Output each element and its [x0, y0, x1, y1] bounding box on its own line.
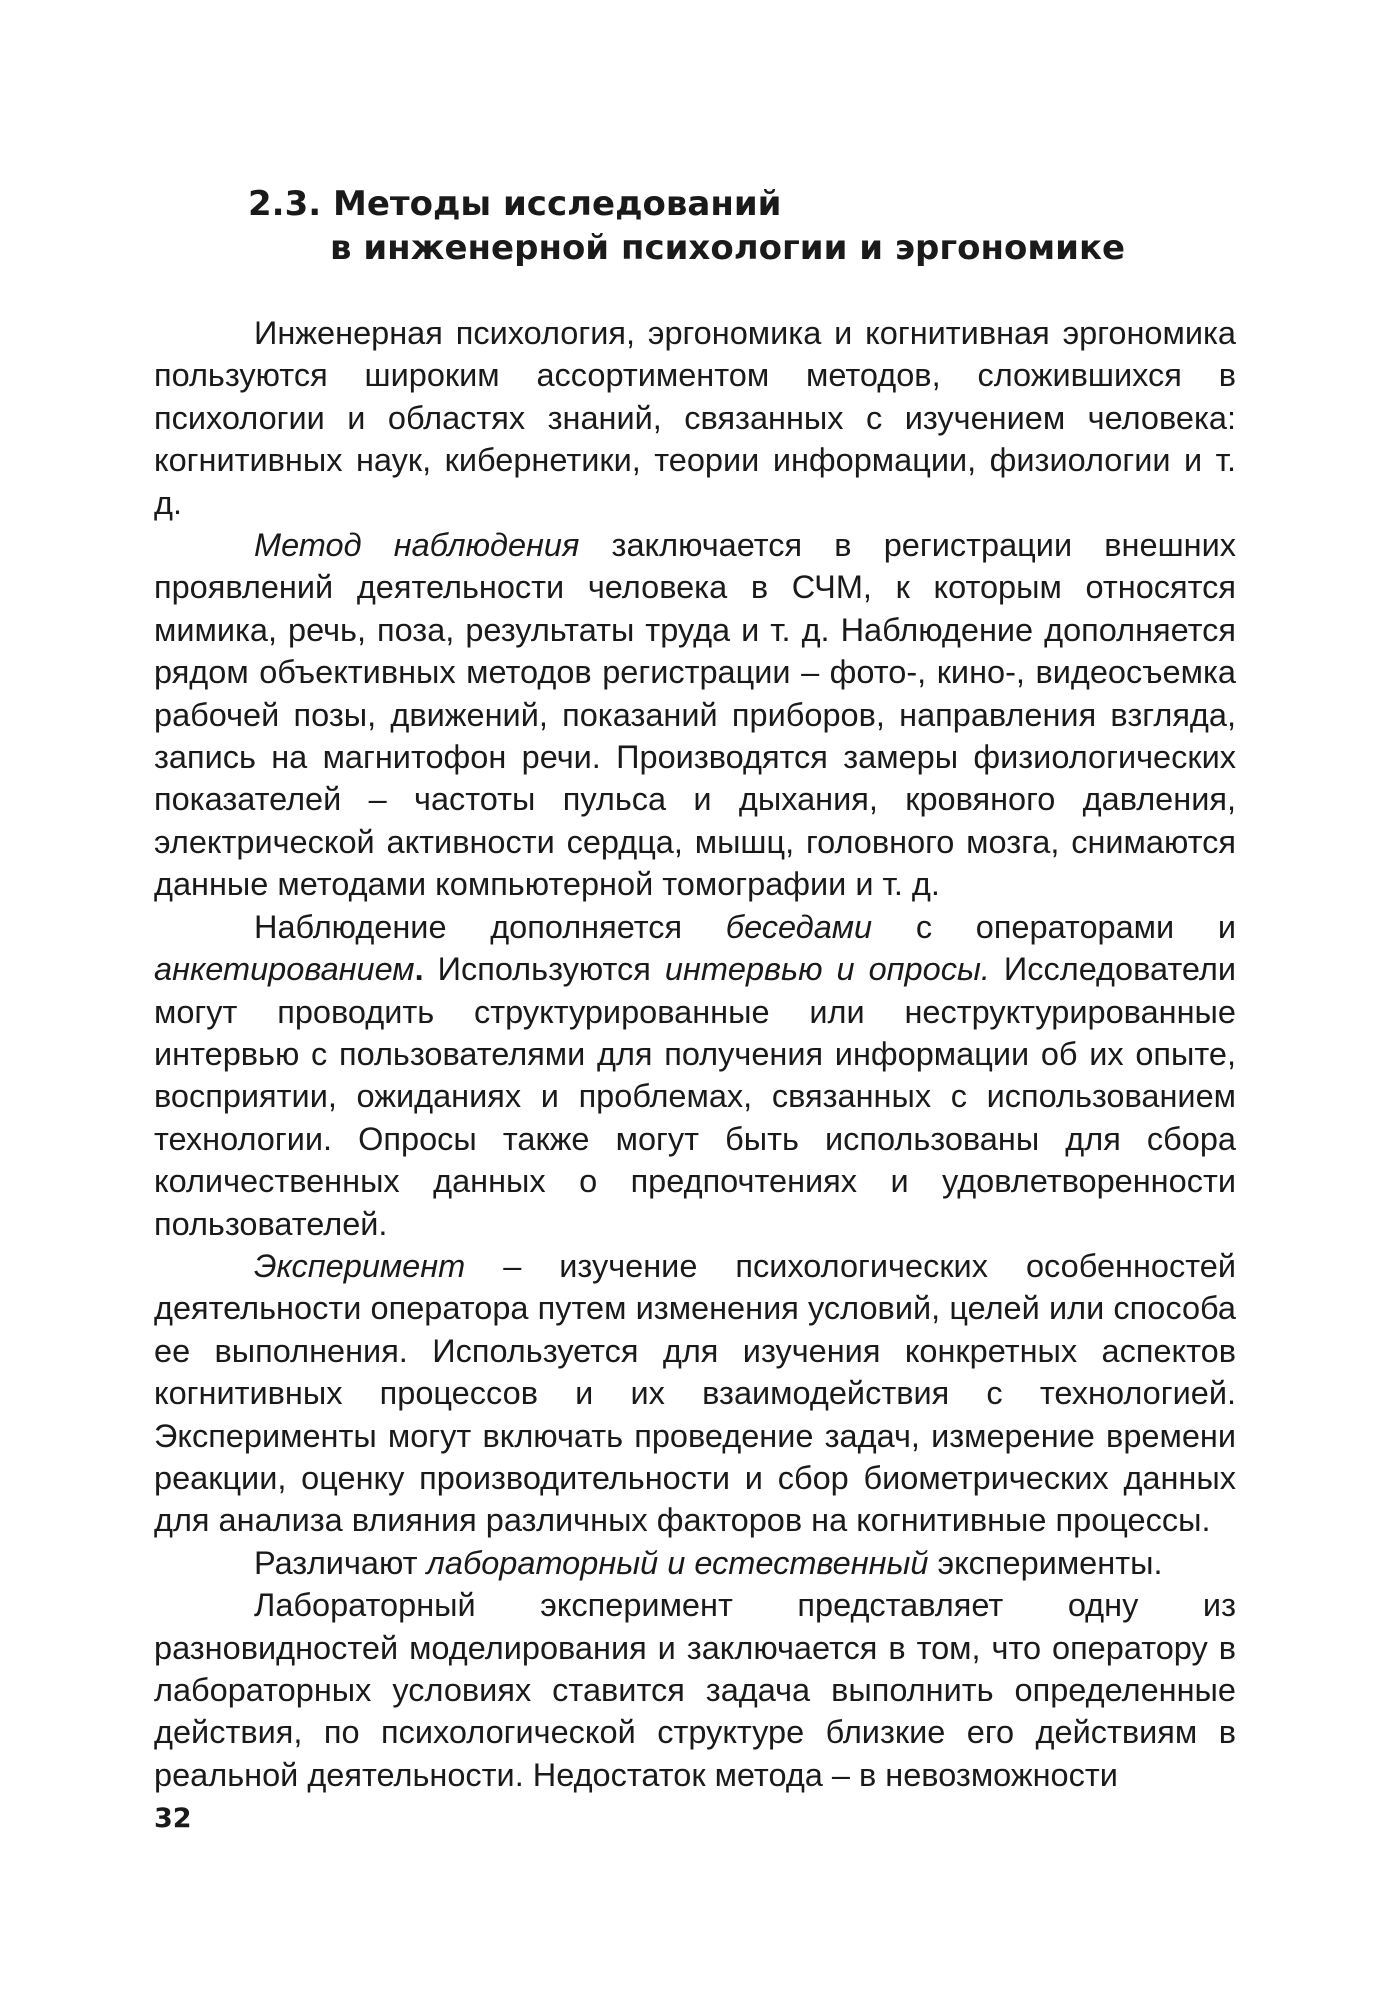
term-conversations: беседами	[725, 908, 873, 945]
section-heading-line-1: 2.3. Методы исследований	[248, 184, 782, 224]
paragraph-experiment-text: – изучение психологических особенностей деятельности оператора путем изменения условий, целей или способа ее выполнения. Используется для изучения конкретных аспектов когнитивных процессов и их взаимодействия с технологией. Эксперименты могут включать проведение задач, измерение времени реакции, оценку производительности и сбор биометрических данных для анализа влияния различных факторов на когнитивные процессы.	[154, 1247, 1236, 1539]
paragraph-experiment-types-text-2: эксперименты.	[928, 1544, 1163, 1581]
paragraph-experiment	[154, 1245, 1236, 1542]
paragraph-lab-experiment: Лабораторный эксперимент представляет одну из разновидностей моделирования и заключается в том, что оператору в лабораторных условиях ставится задача выполнить определенные действия, по психологической структуре близкие его действиям в реальной деятельности. Недостаток метода – в невозможности	[154, 1587, 1236, 1793]
term-experiment: Эксперимент	[254, 1247, 466, 1284]
paragraph-interviews-text-2: с операторами и	[872, 908, 1237, 945]
paragraph-interviews	[154, 906, 1236, 1245]
term-questionnaires: анкетированием	[154, 951, 415, 988]
paragraph-interviews-text-1: Наблюдение дополняется	[254, 908, 726, 945]
term-lab-natural: лабораторный и естественный	[426, 1544, 929, 1581]
term-observation-method: Метод наблюдения	[254, 527, 580, 564]
section-heading-line-2: в инженерной психологии и эргономике	[330, 228, 1126, 268]
paragraph-experiment-types-text-1: Различают	[254, 1544, 427, 1581]
body-text	[154, 312, 1236, 1796]
section-heading	[248, 182, 1148, 270]
paragraph-interviews-text-3: Используются	[423, 951, 665, 988]
page-number: 32	[154, 1803, 192, 1834]
paragraph-experiment-types	[154, 1542, 1236, 1584]
paragraph-interviews-text-4: Исследователи могут проводить структурированные или неструктурированные интервью с пользователями для получения информации об их опыте, восприятии, ожиданиях и проблемах, связанных с использованием технологии. Опросы также могут быть использованы для сбора количественных данных о предпочтениях и удовлетворенности пользователей.	[154, 951, 1236, 1242]
paragraph-observation	[154, 524, 1236, 906]
bold-period: .	[414, 951, 424, 988]
paragraph-intro: Инженерная психология, эргономика и когнитивная эргономика пользуются широким ассортиментом методов, сложившихся в психологии и областях знаний, связанных с изучением человека: когнитивных наук, кибернетики, теории информации, физиологии и т. д.	[154, 315, 1236, 521]
term-interviews-surveys: интервью и опросы.	[664, 951, 990, 988]
paragraph-observation-text: заключается в регистрации внешних проявлений деятельности человека в СЧМ, к которым относятся мимика, речь, поза, результаты труда и т. д. Наблюдение дополняется рядом объективных методов регистрации – фото-, кино-, видеосъемка рабочей позы, движений, показаний приборов, направления взгляда, запись на магнитофон речи. Производятся замеры физиологических показателей – частоты пульса и дыхания, кровяного давления, электрической активности сердца, мышц, головного мозга, снимаются данные методами компьютерной томографии и т. д.	[154, 527, 1236, 903]
